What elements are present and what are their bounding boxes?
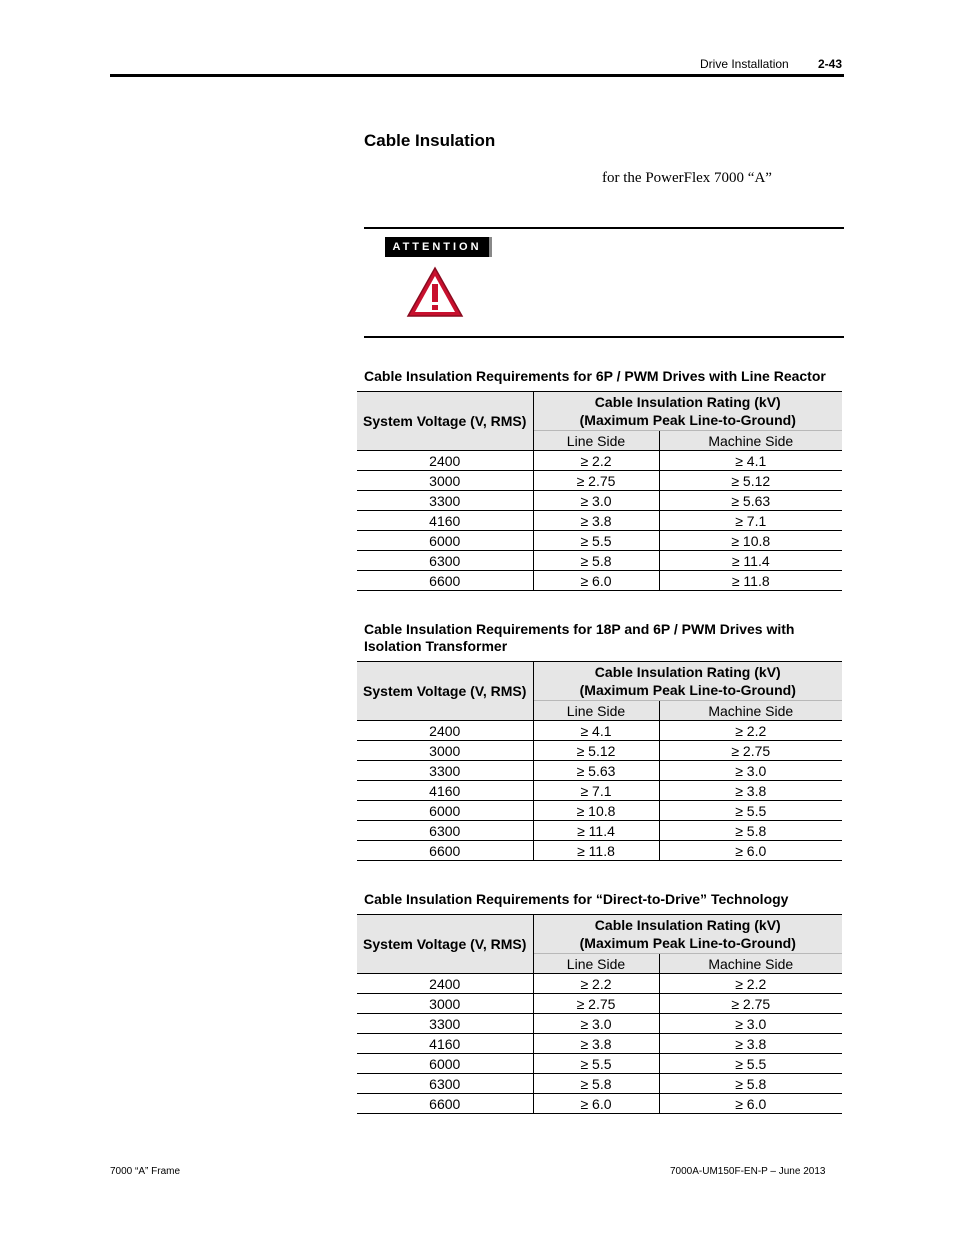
table-row — [357, 781, 842, 801]
table-row — [357, 571, 842, 591]
col-header-voltage: System Voltage (V, RMS) — [357, 915, 533, 974]
cell-machine-side: ≥ 2.75 — [659, 741, 842, 761]
cell-line-side: ≥ 5.5 — [533, 1054, 659, 1074]
col-header-line-side: Line Side — [533, 701, 659, 721]
cell-line-side: ≥ 2.75 — [533, 994, 659, 1014]
cell-line-side: ≥ 10.8 — [533, 801, 659, 821]
cell-voltage: 6600 — [357, 571, 533, 591]
cell-line-side: ≥ 5.8 — [533, 551, 659, 571]
table-row — [357, 1094, 842, 1114]
running-header-section: Drive Installation — [700, 57, 789, 71]
cell-voltage: 6000 — [357, 1054, 533, 1074]
table-row — [357, 841, 842, 861]
footer-product: 7000 “A” Frame — [110, 1166, 181, 1177]
intro-text: for the PowerFlex 7000 “A” — [602, 170, 772, 186]
cell-machine-side: ≥ 5.8 — [659, 821, 842, 841]
cell-voltage: 3000 — [357, 471, 533, 491]
cell-line-side: ≥ 2.2 — [533, 451, 659, 471]
cell-voltage: 6600 — [357, 1094, 533, 1114]
cell-voltage: 6300 — [357, 1074, 533, 1094]
page-number: 2-43 — [818, 57, 843, 71]
table-direct-to-drive — [357, 914, 842, 1114]
cell-line-side: ≥ 6.0 — [533, 571, 659, 591]
table-row — [357, 994, 842, 1014]
cell-voltage: 6000 — [357, 531, 533, 551]
attention-top-rule — [364, 227, 844, 229]
col-header-voltage: System Voltage (V, RMS) — [357, 662, 533, 721]
table-row — [357, 974, 842, 994]
cell-machine-side: ≥ 6.0 — [659, 1094, 842, 1114]
attention-badge: ATTENTION — [385, 237, 492, 257]
table-row — [357, 821, 842, 841]
col-header-rating: Cable Insulation Rating (kV) (Maximum Peak Line-to-Ground) — [533, 662, 842, 701]
cell-machine-side: ≥ 5.8 — [659, 1074, 842, 1094]
cell-machine-side: ≥ 5.63 — [659, 491, 842, 511]
cell-line-side: ≥ 11.8 — [533, 841, 659, 861]
cell-machine-side: ≥ 5.5 — [659, 801, 842, 821]
cell-voltage: 3000 — [357, 994, 533, 1014]
col-header-rating: Cable Insulation Rating (kV) (Maximum Peak Line-to-Ground) — [533, 915, 842, 954]
table-row — [357, 551, 842, 571]
cell-voltage: 3300 — [357, 761, 533, 781]
table-row — [357, 801, 842, 821]
cell-machine-side: ≥ 3.8 — [659, 1034, 842, 1054]
table-line-reactor — [357, 391, 842, 591]
cell-machine-side: ≥ 4.1 — [659, 451, 842, 471]
table-caption-direct-to-drive: Cable Insulation Requirements for “Direct-to-Drive” Technology — [364, 891, 789, 907]
cell-line-side: ≥ 3.8 — [533, 511, 659, 531]
col-header-line-side: Line Side — [533, 431, 659, 451]
cell-machine-side: ≥ 5.12 — [659, 471, 842, 491]
cell-voltage: 4160 — [357, 1034, 533, 1054]
table-isolation-transformer — [357, 661, 842, 861]
cell-line-side: ≥ 3.0 — [533, 491, 659, 511]
cell-machine-side: ≥ 3.0 — [659, 761, 842, 781]
col-header-machine-side: Machine Side — [659, 701, 842, 721]
warning-triangle-icon — [406, 266, 464, 318]
cell-machine-side: ≥ 10.8 — [659, 531, 842, 551]
cell-line-side: ≥ 5.12 — [533, 741, 659, 761]
table-row — [357, 1054, 842, 1074]
cell-voltage: 4160 — [357, 781, 533, 801]
cell-voltage: 4160 — [357, 511, 533, 531]
col-header-machine-side: Machine Side — [659, 954, 842, 974]
cell-line-side: ≥ 3.8 — [533, 1034, 659, 1054]
table-row — [357, 471, 842, 491]
cell-voltage: 2400 — [357, 451, 533, 471]
col-header-line-side: Line Side — [533, 954, 659, 974]
cell-machine-side: ≥ 5.5 — [659, 1054, 842, 1074]
table-row — [357, 1034, 842, 1054]
attention-bottom-rule — [364, 336, 844, 338]
table-row — [357, 531, 842, 551]
cell-line-side: ≥ 5.5 — [533, 531, 659, 551]
cell-line-side: ≥ 11.4 — [533, 821, 659, 841]
cell-line-side: ≥ 4.1 — [533, 721, 659, 741]
footer-publication: 7000A-UM150F-EN-P – June 2013 — [670, 1166, 826, 1177]
table-row — [357, 511, 842, 531]
table-row — [357, 721, 842, 741]
table-row — [357, 451, 842, 471]
table-row — [357, 491, 842, 511]
table-row — [357, 761, 842, 781]
cell-machine-side: ≥ 3.0 — [659, 1014, 842, 1034]
cell-voltage: 3300 — [357, 1014, 533, 1034]
table-caption-line-reactor: Cable Insulation Requirements for 6P / PWM Drives with Line Reactor — [364, 368, 826, 384]
cell-line-side: ≥ 5.63 — [533, 761, 659, 781]
table-row — [357, 1014, 842, 1034]
cell-machine-side: ≥ 6.0 — [659, 841, 842, 861]
cell-machine-side: ≥ 2.75 — [659, 994, 842, 1014]
cell-machine-side: ≥ 7.1 — [659, 511, 842, 531]
cell-line-side: ≥ 2.75 — [533, 471, 659, 491]
cell-machine-side: ≥ 11.4 — [659, 551, 842, 571]
cell-voltage: 3300 — [357, 491, 533, 511]
cell-line-side: ≥ 6.0 — [533, 1094, 659, 1114]
cell-voltage: 6600 — [357, 841, 533, 861]
cell-line-side: ≥ 5.8 — [533, 1074, 659, 1094]
cell-voltage: 2400 — [357, 721, 533, 741]
table-row — [357, 1074, 842, 1094]
cell-voltage: 6300 — [357, 551, 533, 571]
cell-voltage: 6300 — [357, 821, 533, 841]
cell-voltage: 3000 — [357, 741, 533, 761]
cell-line-side: ≥ 3.0 — [533, 1014, 659, 1034]
header-rule — [110, 74, 844, 77]
col-header-rating: Cable Insulation Rating (kV) (Maximum Peak Line-to-Ground) — [533, 392, 842, 431]
col-header-voltage: System Voltage (V, RMS) — [357, 392, 533, 451]
cell-machine-side: ≥ 2.2 — [659, 974, 842, 994]
cell-voltage: 2400 — [357, 974, 533, 994]
table-caption-isolation-transformer: Cable Insulation Requirements for 18P and 6P / PWM Drives with Isolation Transformer — [364, 621, 795, 654]
col-header-machine-side: Machine Side — [659, 431, 842, 451]
cell-voltage: 6000 — [357, 801, 533, 821]
cell-line-side: ≥ 2.2 — [533, 974, 659, 994]
cell-machine-side: ≥ 11.8 — [659, 571, 842, 591]
cell-line-side: ≥ 7.1 — [533, 781, 659, 801]
section-heading: Cable Insulation — [364, 131, 496, 150]
cell-machine-side: ≥ 3.8 — [659, 781, 842, 801]
cell-machine-side: ≥ 2.2 — [659, 721, 842, 741]
table-row — [357, 741, 842, 761]
